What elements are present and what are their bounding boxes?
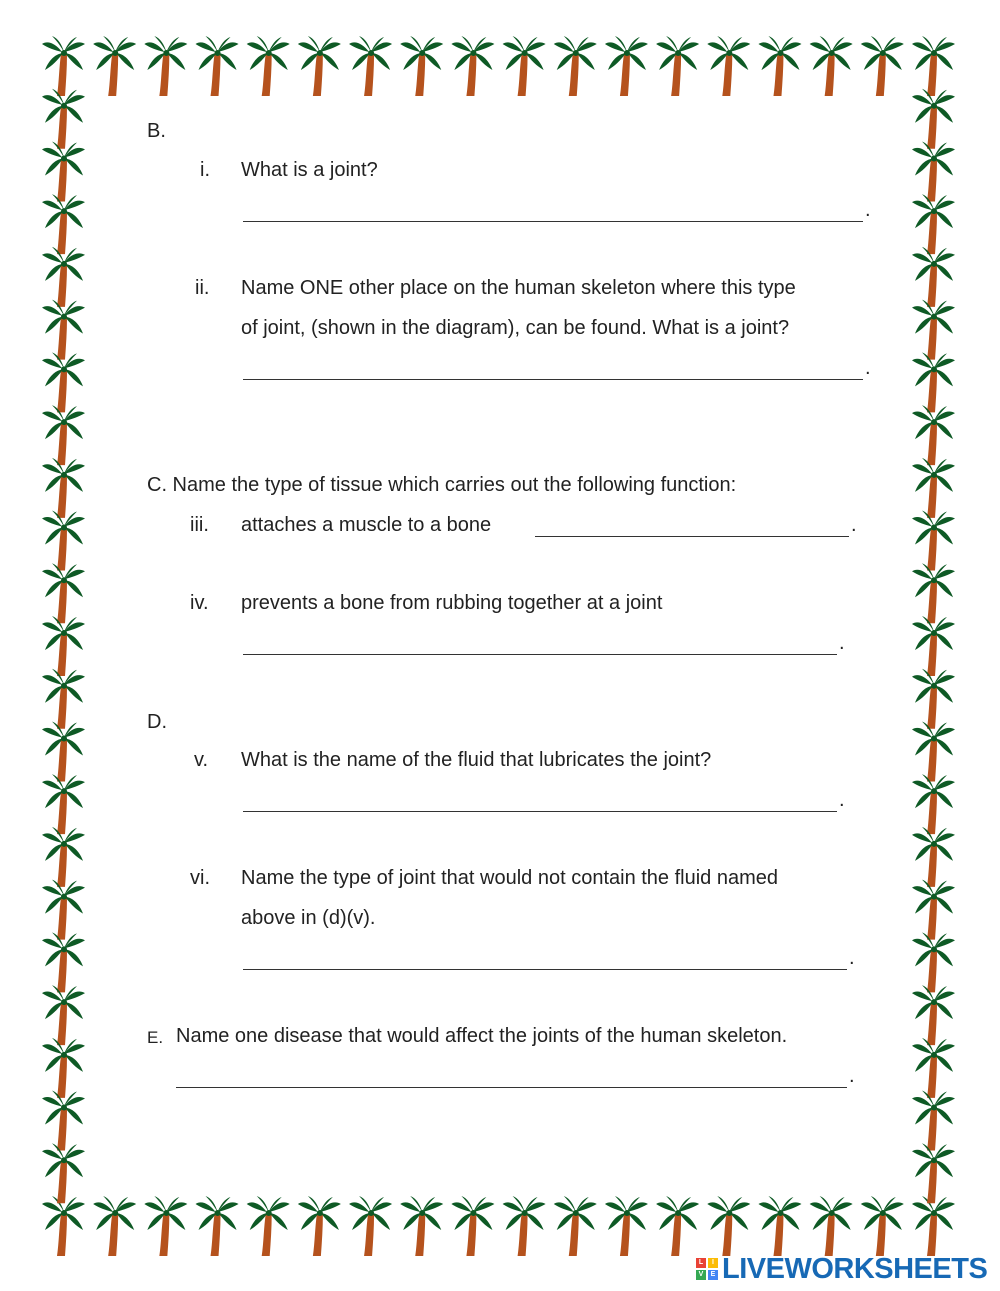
palm-tree-icon <box>912 669 955 729</box>
palm-tree-icon <box>912 458 955 518</box>
palm-tree-icon <box>42 511 85 571</box>
liveworksheets-logo <box>696 1251 987 1287</box>
palm-tree-icon <box>912 247 955 307</box>
palm-tree-icon <box>656 36 699 96</box>
question-iv-number: iv. <box>190 592 209 614</box>
palm-tree-icon <box>912 36 955 96</box>
answer-input-v[interactable] <box>246 786 838 810</box>
palm-tree-icon <box>42 616 85 676</box>
palm-tree-icon <box>42 563 85 623</box>
question-vi-text-line1: Name the type of joint that would not contain the fluid named <box>241 867 779 889</box>
palm-tree-icon <box>42 1143 85 1203</box>
palm-tree-icon <box>758 1196 801 1256</box>
palm-tree-icon <box>42 985 85 1045</box>
palm-tree-icon <box>912 1196 955 1256</box>
question-ii-number: ii. <box>195 277 210 299</box>
palm-tree-icon <box>400 1196 443 1256</box>
palm-tree-icon <box>912 563 955 623</box>
palm-tree-icon <box>42 247 85 307</box>
question-iv-text: prevents a bone from rubbing together at a joint <box>241 592 663 614</box>
palm-tree-icon <box>503 1196 546 1256</box>
palm-tree-icon <box>144 36 187 96</box>
answer-input-iii[interactable] <box>538 511 850 535</box>
palm-tree-icon <box>912 1038 955 1098</box>
palm-tree-icon <box>247 36 290 96</box>
palm-tree-icon <box>42 458 85 518</box>
palm-tree-icon <box>42 1091 85 1151</box>
palm-tree-icon <box>861 1196 904 1256</box>
palm-tree-icon <box>298 1196 341 1256</box>
question-vi-text-line2: above in (d)(v). <box>241 907 376 929</box>
palm-tree-icon <box>861 36 904 96</box>
palm-tree-icon <box>656 1196 699 1256</box>
palm-tree-icon <box>93 36 136 96</box>
palm-tree-icon <box>912 141 955 201</box>
palm-tree-icon <box>42 194 85 254</box>
answer-line-ii: . <box>243 356 871 380</box>
palm-tree-icon <box>42 141 85 201</box>
answer-line-vi: . <box>243 946 855 970</box>
palm-tree-icon <box>707 36 750 96</box>
answer-line-iii: . <box>535 513 857 537</box>
palm-tree-icon <box>42 1196 85 1256</box>
logo-block-i: I <box>708 1258 718 1268</box>
question-ii-text-line2: of joint, (shown in the diagram), can be found. What is a joint? <box>241 317 790 339</box>
palm-tree-icon <box>810 1196 853 1256</box>
palm-tree-icon <box>912 721 955 781</box>
question-v-text: What is the name of the fluid that lubricates the joint? <box>241 749 712 771</box>
palm-tree-icon <box>912 774 955 834</box>
palm-tree-icon <box>451 1196 494 1256</box>
palm-tree-icon <box>912 1091 955 1151</box>
palm-tree-icon <box>42 405 85 465</box>
palm-tree-icon <box>758 36 801 96</box>
palm-tree-icon <box>93 1196 136 1256</box>
answer-input-ii[interactable] <box>246 354 864 378</box>
palm-tree-icon <box>42 774 85 834</box>
palm-tree-icon <box>349 1196 392 1256</box>
answer-line-iv: . <box>243 631 845 655</box>
answer-input-e[interactable] <box>180 1062 848 1086</box>
question-iii-text: attaches a muscle to a bone <box>241 514 492 536</box>
question-iii-number: iii. <box>190 514 209 536</box>
palm-tree-icon <box>912 827 955 887</box>
palm-tree-icon <box>912 932 955 992</box>
palm-tree-icon <box>144 1196 187 1256</box>
liveworksheets-logo-icon <box>696 1258 718 1280</box>
answer-line-e: . <box>176 1064 855 1088</box>
section-e-text: Name one disease that would affect the joints of the human skeleton. <box>176 1025 788 1047</box>
question-i-number: i. <box>200 159 210 181</box>
answer-input-iv[interactable] <box>246 629 838 653</box>
palm-tree-icon <box>605 36 648 96</box>
palm-tree-icon <box>503 36 546 96</box>
palm-tree-icon <box>42 669 85 729</box>
palm-tree-icon <box>554 36 597 96</box>
logo-block-l: L <box>696 1258 706 1268</box>
palm-tree-icon <box>349 36 392 96</box>
palm-tree-icon <box>42 89 85 149</box>
palm-tree-icon <box>912 511 955 571</box>
section-c-label: C. Name the type of tissue which carries out the following function: <box>147 474 737 496</box>
palm-tree-icon <box>912 880 955 940</box>
palm-tree-icon <box>810 36 853 96</box>
palm-tree-icon <box>42 880 85 940</box>
palm-tree-icon <box>42 1038 85 1098</box>
palm-tree-icon <box>912 89 955 149</box>
palm-tree-icon <box>400 36 443 96</box>
question-ii-text-line1: Name ONE other place on the human skeleton where this type <box>241 277 796 299</box>
section-e-label: E. <box>147 1028 164 1047</box>
section-d-label: D. <box>147 711 167 733</box>
question-v-number: v. <box>194 749 209 771</box>
answer-input-i[interactable] <box>246 196 864 220</box>
answer-input-vi[interactable] <box>246 944 848 968</box>
palm-tree-icon <box>196 1196 239 1256</box>
palm-tree-icon <box>707 1196 750 1256</box>
palm-tree-icon <box>912 985 955 1045</box>
question-i-text: What is a joint? <box>241 159 378 181</box>
liveworksheets-brand: LIVEWORKSHEETS <box>722 1252 988 1285</box>
palm-tree-icon <box>42 827 85 887</box>
palm-tree-icon <box>912 352 955 412</box>
palm-tree-icon <box>42 721 85 781</box>
palm-tree-icon <box>912 300 955 360</box>
palm-tree-icon <box>247 1196 290 1256</box>
palm-tree-icon <box>912 194 955 254</box>
palm-tree-icon <box>298 36 341 96</box>
palm-tree-icon <box>42 932 85 992</box>
palm-tree-icon <box>912 1143 955 1203</box>
palm-tree-icon <box>42 352 85 412</box>
logo-block-v: V <box>696 1270 706 1280</box>
palm-tree-icon <box>42 300 85 360</box>
palm-tree-icon <box>912 616 955 676</box>
palm-tree-icon <box>605 1196 648 1256</box>
answer-line-v: . <box>243 788 845 812</box>
palm-tree-icon <box>554 1196 597 1256</box>
palm-tree-icon <box>196 36 239 96</box>
logo-block-e: E <box>708 1270 718 1280</box>
answer-line-i: . <box>243 198 871 222</box>
section-b-label: B. <box>147 120 166 142</box>
palm-tree-icon <box>42 36 85 96</box>
question-vi-number: vi. <box>190 867 210 889</box>
palm-tree-icon <box>912 405 955 465</box>
palm-tree-icon <box>451 36 494 96</box>
